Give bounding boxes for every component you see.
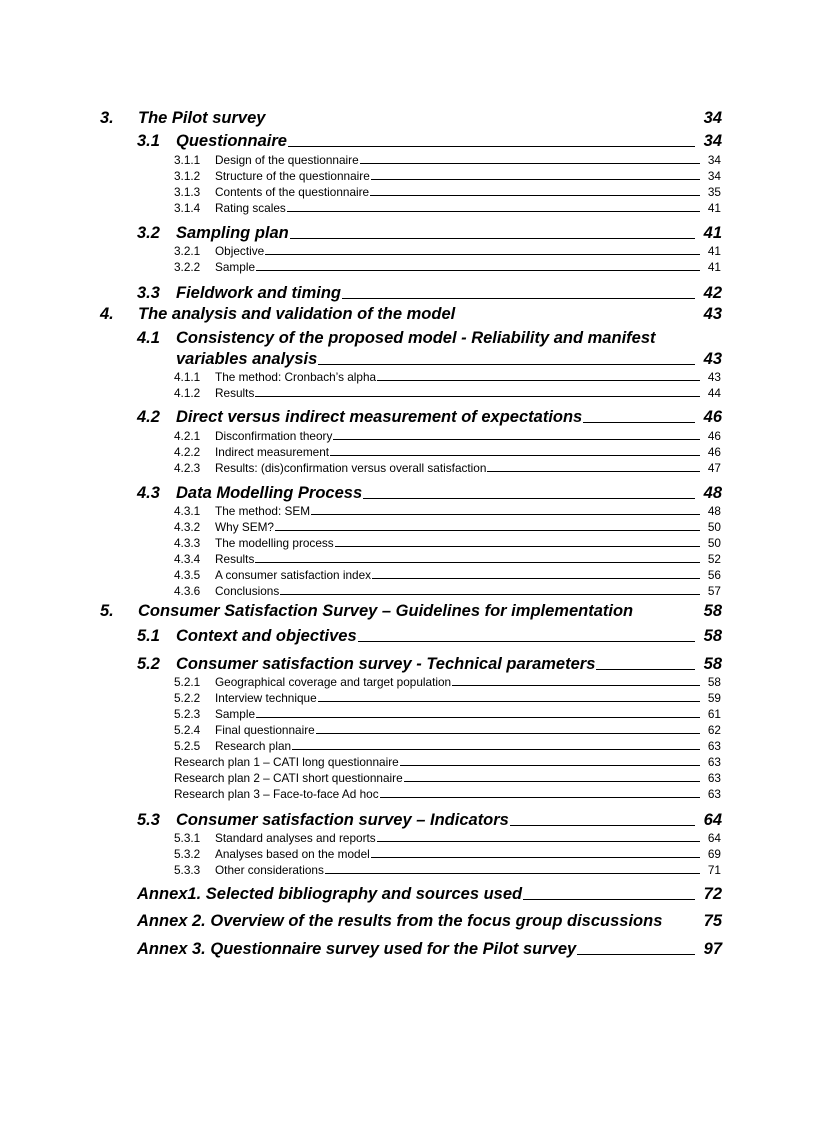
toc-page: 58	[703, 627, 722, 645]
toc-title: Research plan 1 – CATI long questionnaire	[174, 755, 399, 769]
toc-leader	[363, 498, 695, 499]
toc-leader	[487, 471, 700, 472]
toc-page: 62	[707, 723, 721, 737]
toc-leader	[360, 163, 700, 164]
toc-subsection-4-3-4[interactable]	[174, 551, 721, 566]
toc-title: Objective	[215, 244, 265, 258]
toc-page: 63	[707, 771, 721, 785]
toc-leader	[371, 857, 700, 858]
toc-number: 5.	[100, 602, 114, 620]
toc-number: 4.1	[137, 329, 160, 347]
toc-page: 44	[707, 386, 721, 400]
toc-title: Disconfirmation theory	[215, 429, 333, 443]
toc-title: Indirect measurement	[215, 445, 330, 459]
toc-subsection-5-3-1[interactable]	[174, 830, 721, 845]
toc-number: 4.2.3	[174, 461, 201, 475]
toc-leader	[290, 238, 695, 239]
toc-title: Rating scales	[215, 201, 286, 215]
toc-leader	[404, 781, 700, 782]
toc-page: 58	[703, 602, 722, 620]
toc-page: 97	[703, 940, 722, 958]
toc-research-plan-3[interactable]	[174, 786, 721, 801]
toc-number: 4.1.2	[174, 386, 201, 400]
toc-subsection-4-3-5[interactable]	[174, 567, 721, 582]
toc-chapter-3[interactable]	[100, 104, 722, 128]
toc-section-3-2[interactable]	[137, 219, 722, 243]
toc-page: 43	[703, 350, 722, 368]
toc-title: Research plan 2 – CATI short questionnaire	[174, 771, 403, 785]
toc-number: 3.1.2	[174, 169, 201, 183]
toc-subsection-5-2-5[interactable]	[174, 738, 721, 753]
toc-leader	[280, 594, 700, 595]
toc-number: 4.2.1	[174, 429, 201, 443]
toc-page: 34	[703, 109, 722, 127]
toc-title: Questionnaire	[176, 132, 287, 150]
toc-title: Direct versus indirect measurement of expectations	[176, 408, 583, 426]
toc-page: 34	[707, 169, 721, 183]
toc-leader	[370, 195, 700, 196]
toc-subsection-4-3-3[interactable]	[174, 535, 721, 550]
toc-leader	[380, 797, 700, 798]
toc-number: 3.1.3	[174, 185, 201, 199]
toc-leader	[510, 825, 695, 826]
toc-subsection-5-3-3[interactable]	[174, 862, 721, 877]
toc-title: Data Modelling Process	[176, 484, 363, 502]
toc-leader	[335, 546, 700, 547]
toc-section-4-2[interactable]	[137, 403, 722, 427]
toc-number: 4.3.4	[174, 552, 201, 566]
toc-subsection-4-3-2[interactable]	[174, 519, 721, 534]
toc-number: 5.3.1	[174, 831, 201, 845]
toc-page: 72	[703, 885, 722, 903]
toc-subsection-3-1-3[interactable]	[174, 184, 721, 199]
toc-leader	[255, 396, 700, 397]
toc-title: Geographical coverage and target population	[215, 675, 452, 689]
toc-title: Context and objectives	[176, 627, 357, 645]
toc-number: 3.1.1	[174, 153, 201, 167]
toc-page: 59	[707, 691, 721, 705]
toc-number: 5.2.1	[174, 675, 201, 689]
toc-leader	[577, 954, 695, 955]
toc-number: 5.2.3	[174, 707, 201, 721]
toc-page: 48	[707, 504, 721, 518]
toc-title: Why SEM?	[215, 520, 274, 534]
toc-title: Annex 3. Questionnaire survey used for the Pilot survey	[137, 940, 577, 958]
toc-leader	[256, 717, 700, 718]
toc-page: 63	[707, 787, 721, 801]
toc-number: 5.2.4	[174, 723, 201, 737]
toc-number: 4.3	[137, 484, 160, 502]
toc-leader	[275, 530, 700, 531]
toc-number: 4.3.2	[174, 520, 201, 534]
toc-number: 5.1	[137, 627, 160, 645]
toc-title-continued: variables analysis	[176, 350, 318, 368]
toc-section-5-2[interactable]	[137, 650, 722, 674]
toc-leader	[316, 733, 700, 734]
toc-title: Standard analyses and reports	[215, 831, 376, 845]
toc-page: 69	[707, 847, 721, 861]
toc-leader	[596, 669, 695, 670]
toc-title: Contents of the questionnaire	[215, 185, 370, 199]
toc-title: Results: (dis)confirmation versus overall satisfaction	[215, 461, 487, 475]
toc-subsection-5-3-2[interactable]	[174, 846, 721, 861]
toc-page: 71	[707, 863, 721, 877]
toc-page: 63	[707, 739, 721, 753]
toc-leader	[377, 841, 700, 842]
toc-number: 5.2	[137, 655, 160, 673]
toc-number: 5.3.2	[174, 847, 201, 861]
toc-title: Fieldwork and timing	[176, 284, 342, 302]
toc-number: 4.3.6	[174, 584, 201, 598]
toc-page: 34	[707, 153, 721, 167]
toc-number: 3.	[100, 109, 114, 127]
toc-leader	[318, 701, 700, 702]
toc-research-plan-2[interactable]	[174, 770, 721, 785]
toc-page: 46	[707, 429, 721, 443]
toc-number: 5.2.2	[174, 691, 201, 705]
toc-number: 5.3	[137, 811, 160, 829]
toc-page: 34	[703, 132, 722, 150]
toc-page: 52	[707, 552, 721, 566]
toc-title: Other considerations	[215, 863, 324, 877]
toc-number: 4.1.1	[174, 370, 201, 384]
toc-leader	[325, 873, 700, 874]
toc-page: 75	[703, 912, 722, 930]
toc-leader	[371, 179, 700, 180]
toc-number: 5.3.3	[174, 863, 201, 877]
toc-page: 56	[707, 568, 721, 582]
toc-leader	[583, 422, 695, 423]
toc-number: 4.3.1	[174, 504, 201, 518]
toc-title: Consumer Satisfaction Survey – Guidelines for implementation	[138, 602, 634, 620]
toc-page: 41	[707, 244, 721, 258]
toc-page: 41	[707, 201, 721, 215]
toc-subsection-4-3-1[interactable]	[174, 503, 721, 518]
toc-title: Consistency of the proposed model - Reliability and manifest	[176, 329, 656, 347]
toc-annex-1[interactable]	[137, 880, 722, 904]
toc-page: 48	[703, 484, 722, 502]
toc-page: 57	[707, 584, 721, 598]
toc-leader	[333, 439, 700, 440]
toc-number: 4.	[100, 305, 114, 323]
toc-section-4-1-cont[interactable]	[176, 345, 722, 369]
toc-annex-2[interactable]	[137, 907, 722, 931]
toc-leader	[523, 899, 695, 900]
toc-chapter-5[interactable]	[100, 597, 722, 621]
toc-page: 43	[703, 305, 722, 323]
toc-leader	[372, 578, 700, 579]
toc-page: 43	[707, 370, 721, 384]
toc-title: The method: Cronbach’s alpha	[215, 370, 377, 384]
toc-leader	[292, 749, 700, 750]
toc-page: 41	[707, 260, 721, 274]
toc-section-5-3[interactable]	[137, 806, 722, 830]
toc-subsection-5-2-3[interactable]	[174, 706, 721, 721]
toc-subsection-3-2-1[interactable]	[174, 243, 721, 258]
toc-title: Final questionnaire	[215, 723, 315, 737]
toc-page: 41	[703, 224, 722, 242]
toc-number: 3.3	[137, 284, 160, 302]
toc-subsection-4-2-2[interactable]	[174, 444, 721, 459]
toc-page: 63	[707, 755, 721, 769]
toc-subsection-4-2-3[interactable]	[174, 460, 721, 475]
toc-title: Annex 2. Overview of the results from the focus group discussions	[137, 912, 663, 930]
toc-page: 46	[707, 445, 721, 459]
toc-title: Consumer satisfaction survey - Technical parameters	[176, 655, 596, 673]
toc-subsection-3-2-2[interactable]	[174, 259, 721, 274]
toc-page: 47	[707, 461, 721, 475]
toc-leader	[377, 380, 700, 381]
toc-page: 64	[703, 811, 722, 829]
toc-number: 3.2.1	[174, 244, 201, 258]
toc-leader	[318, 364, 695, 365]
toc-leader	[452, 685, 700, 686]
toc-title: Results	[215, 386, 255, 400]
toc-number: 3.1	[137, 132, 160, 150]
toc-number: 4.3.3	[174, 536, 201, 550]
toc-title: The method: SEM	[215, 504, 311, 518]
toc-number: 3.2	[137, 224, 160, 242]
toc-title: Interview technique	[215, 691, 317, 705]
toc-title: Structure of the questionnaire	[215, 169, 370, 183]
toc-research-plan-1[interactable]	[174, 754, 721, 769]
toc-page: 50	[707, 536, 721, 550]
toc-title: Research plan 3 – Face-to-face Ad hoc	[174, 787, 379, 801]
toc-page: 58	[707, 675, 721, 689]
toc-title: Consumer satisfaction survey – Indicators	[176, 811, 509, 829]
toc-subsection-5-2-2[interactable]	[174, 690, 721, 705]
toc-subsection-4-1-1[interactable]	[174, 369, 721, 384]
toc-title: Conclusions	[215, 584, 280, 598]
toc-number: 3.1.4	[174, 201, 201, 215]
toc-title: The Pilot survey	[138, 109, 266, 127]
toc-subsection-4-1-2[interactable]	[174, 385, 721, 400]
toc-title: The analysis and validation of the model	[138, 305, 456, 323]
toc-page: 42	[703, 284, 722, 302]
toc-number: 4.2	[137, 408, 160, 426]
toc-title: A consumer satisfaction index	[215, 568, 372, 582]
toc-title: Analyses based on the model	[215, 847, 370, 861]
toc-subsection-5-2-4[interactable]	[174, 722, 721, 737]
toc-leader	[311, 514, 700, 515]
toc-title: Results	[215, 552, 255, 566]
toc-page: 46	[703, 408, 722, 426]
toc-title: Sample	[215, 260, 255, 274]
toc-leader	[358, 641, 695, 642]
toc-subsection-5-2-1[interactable]	[174, 674, 721, 689]
toc-title: Sampling plan	[176, 224, 289, 242]
toc-number: 4.3.5	[174, 568, 201, 582]
toc-section-3-1[interactable]	[137, 127, 722, 151]
toc-number: 3.2.2	[174, 260, 201, 274]
toc-page: 61	[707, 707, 721, 721]
toc-subsection-3-1-2[interactable]	[174, 168, 721, 183]
toc-subsection-4-2-1[interactable]	[174, 428, 721, 443]
toc-page: 35	[707, 185, 721, 199]
toc-title: The modelling process	[215, 536, 334, 550]
toc-leader	[255, 562, 700, 563]
toc-leader	[400, 765, 700, 766]
toc-leader	[288, 146, 695, 147]
toc-page: 58	[703, 655, 722, 673]
toc-leader	[265, 254, 700, 255]
toc-number: 4.2.2	[174, 445, 201, 459]
toc-section-5-1[interactable]	[137, 622, 722, 646]
toc-page: 64	[707, 831, 721, 845]
toc-title: Sample	[215, 707, 255, 721]
toc-section-4-3[interactable]	[137, 479, 722, 503]
toc-subsection-3-1-4[interactable]	[174, 200, 721, 215]
toc-title: Design of the questionnaire	[215, 153, 359, 167]
toc-leader	[256, 270, 700, 271]
toc-number: 5.2.5	[174, 739, 201, 753]
toc-subsection-4-3-6[interactable]	[174, 583, 721, 598]
toc-title: Annex1. Selected bibliography and sources used	[137, 885, 523, 903]
toc-title: Research plan	[215, 739, 292, 753]
toc-leader	[287, 211, 700, 212]
toc-subsection-3-1-1[interactable]	[174, 152, 721, 167]
toc-leader	[342, 298, 695, 299]
toc-chapter-4[interactable]	[100, 300, 722, 324]
toc-leader	[330, 455, 700, 456]
toc-page: 50	[707, 520, 721, 534]
toc-annex-3[interactable]	[137, 935, 722, 959]
